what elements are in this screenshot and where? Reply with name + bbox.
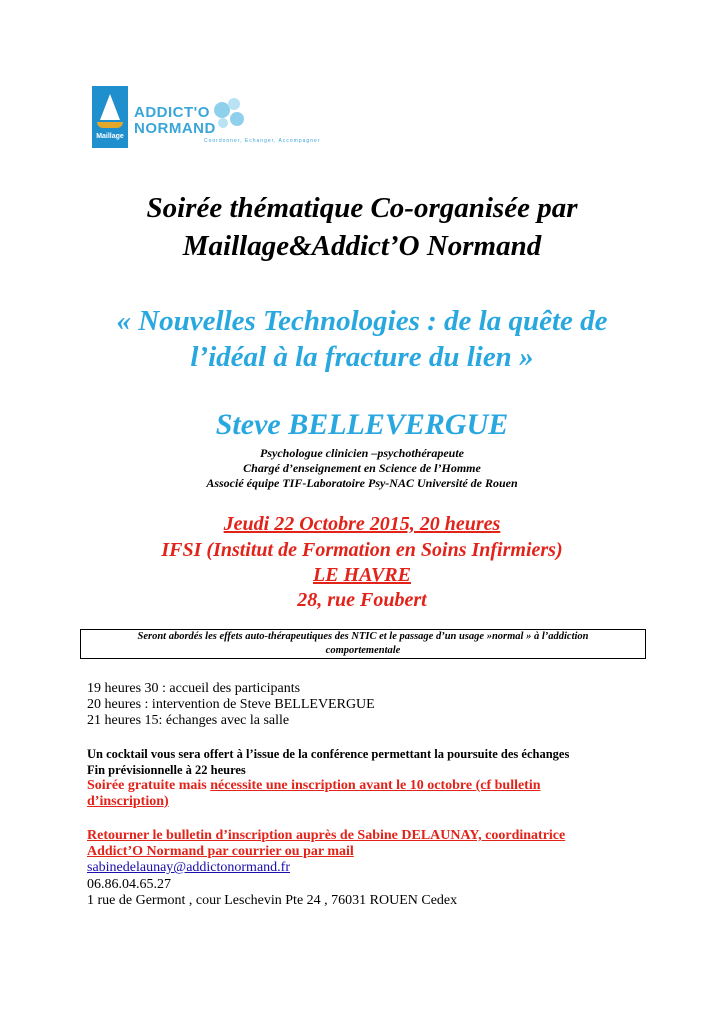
contact-address: 1 rue de Germont , cour Leschevin Pte 24 , 76031 ROUEN Cedex (87, 893, 458, 908)
contact-instruction-line1: Retourner le bulletin d’inscription auprès de Sabine DELAUNAY, coordinatrice (87, 828, 566, 843)
event-date: Jeudi 22 Octobre 2015, 20 heures (223, 513, 501, 535)
topic-note-line2: comportementale (325, 645, 401, 656)
logo-name-line2: NORMAND (134, 120, 216, 137)
speaker-title: Chargé d’enseignement en Science de l’Homme (243, 461, 481, 475)
free-event-prefix: Soirée gratuite mais (87, 778, 211, 793)
speaker-title: Associé équipe TIF-Laboratoire Psy-NAC Université de Rouen (206, 476, 518, 490)
contact-instruction-line2: Addict’O Normand par courrier ou par mail (87, 844, 354, 859)
boat-hull-icon (97, 122, 123, 128)
registration-requirement: nécessite une inscription avant le 10 octobre (cf bulletin (210, 778, 541, 793)
topic-line-2: l’idéal à la fracture du lien » (190, 341, 534, 373)
addicto-logo (92, 86, 321, 150)
schedule-item: 19 heures 30 : accueil des participants (87, 681, 301, 696)
header-line-2: Maillage&Addict’O Normand (182, 230, 542, 262)
logo-name-line1: ADDICT'O (134, 104, 210, 121)
registration-requirement-cont: d’inscription) (87, 794, 169, 809)
schedule-item: 20 heures : intervention de Steve BELLEVERGUE (87, 697, 375, 712)
header-line-1: Soirée thématique Co-organisée par (146, 192, 578, 224)
topic-line-1: « Nouvelles Technologies : de la quête de (116, 305, 608, 337)
cocktail-info: Un cocktail vous sera offert à l’issue de la conférence permettant la poursuite des échanges (87, 747, 570, 761)
contact-email-link[interactable]: sabinedelaunay@addictonormand.fr (87, 860, 290, 875)
sailboat-icon (100, 94, 120, 120)
event-street: 28, rue Foubert (297, 589, 427, 611)
logo-tagline: Coordonner, Echanger, Accompagner (204, 138, 321, 144)
schedule-item: 21 heures 15: échanges avec la salle (87, 713, 290, 728)
event-city: LE HAVRE (313, 564, 411, 586)
event-place: IFSI (Institut de Formation en Soins Infirmiers) (161, 539, 563, 561)
speaker-name: Steve BELLEVERGUE (215, 408, 509, 441)
speaker-title: Psychologue clinicien –psychothérapeute (260, 446, 464, 460)
end-time-info: Fin prévisionnelle à 22 heures (87, 763, 246, 777)
bubbles-icon (210, 96, 250, 136)
topic-note-line1: Seront abordés les effets auto-thérapeutiques des NTIC et le passage d’un usage »normal » à l’addiction (137, 631, 589, 642)
maillage-logo-text: Maillage (96, 133, 124, 140)
maillage-logo (92, 86, 128, 148)
topic-note-box (80, 629, 646, 659)
contact-phone: 06.86.04.65.27 (87, 877, 171, 892)
